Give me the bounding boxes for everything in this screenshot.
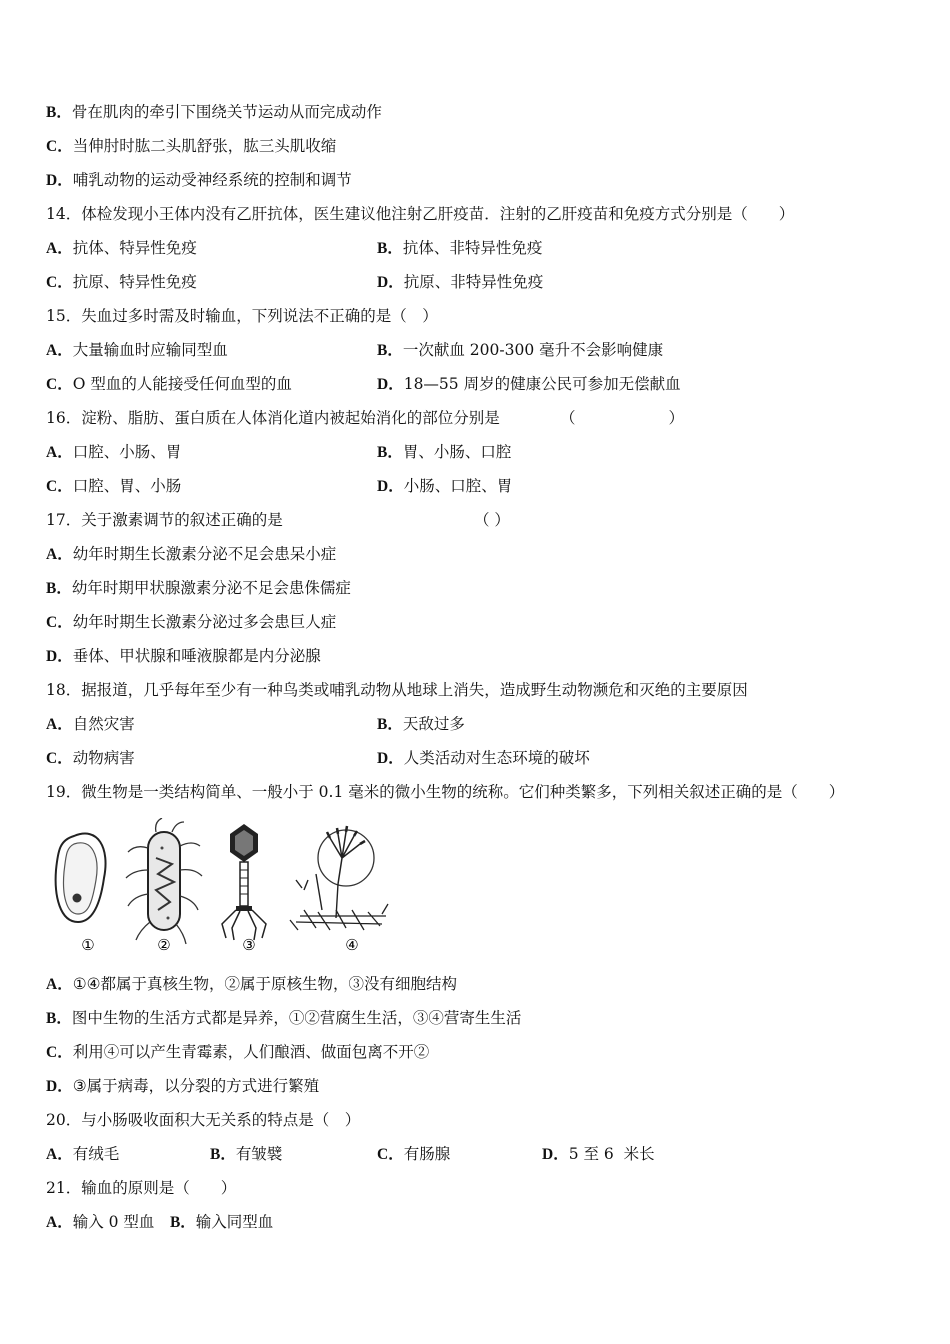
q16-option-d: D．小肠、口腔、胃 [377, 477, 513, 495]
q19-stem: 19．微生物是一类结构简单、一般小于 0.1 毫米的微小生物的统称。它们种类繁多，下列相关叙述正确的是（ ） [46, 783, 845, 801]
q17-answer-blank: （ ） [474, 511, 510, 529]
q16-option-c: C．口腔、胃、小肠 [46, 477, 182, 495]
q20-stem: 20．与小肠吸收面积大无关系的特点是（ ） [46, 1111, 361, 1129]
q21-stem: 21．输血的原则是（ ） [46, 1179, 237, 1197]
q17-option-b: B．幼年时期甲状腺激素分泌不足会患侏儒症 [46, 579, 351, 597]
q14-option-b: B．抗体、非特异性免疫 [377, 239, 543, 257]
virus-illustration [222, 824, 266, 940]
q14-option-c: C．抗原、特异性免疫 [46, 273, 197, 291]
q18-option-c: C．动物病害 [46, 749, 135, 767]
microorganism-figure [46, 818, 396, 958]
figure-label-2: ② [157, 936, 171, 954]
q17-option-d: D．垂体、甲状腺和唾液腺都是内分泌腺 [46, 647, 321, 665]
q18-option-d: D．人类活动对生态环境的破坏 [377, 749, 590, 767]
q20-option-c: C．有肠腺 [377, 1145, 451, 1163]
q19-option-b: B．图中生物的生活方式都是异养，①②营腐生生活，③④营寄生生活 [46, 1009, 522, 1027]
q17-option-c: C．幼年时期生长激素分泌过多会患巨人症 [46, 613, 337, 631]
q19-option-d: D．③属于病毒，以分裂的方式进行繁殖 [46, 1077, 320, 1095]
q16-option-b: B．胃、小肠、口腔 [377, 443, 512, 461]
q15-option-a: A．大量输血时应输同型血 [46, 341, 228, 359]
q13-option-b: B．骨在肌肉的牵引下围绕关节运动从而完成动作 [46, 103, 382, 121]
q19-option-a: A．①④都属于真核生物，②属于原核生物，③没有细胞结构 [46, 975, 457, 993]
bacterium-illustration [126, 818, 202, 944]
q15-option-b: B．一次献血 200-300 毫升不会影响健康 [377, 341, 664, 359]
q18-stem: 18．据报道，几乎每年至少有一种鸟类或哺乳动物从地球上消失，造成野生动物濒危和灭绝的主要原因 [46, 681, 748, 699]
q16-answer-blank: （ ） [560, 409, 685, 427]
q16-stem: 16．淀粉、脂肪、蛋白质在人体消化道内被起始消化的部位分别是 [46, 409, 500, 427]
q15-option-c: C．O 型血的人能接受任何血型的血 [46, 375, 292, 393]
figure-label-1: ① [81, 936, 95, 954]
q21-options: A．输入 0 型血 B．输入同型血 [46, 1213, 274, 1231]
q20-option-a: A．有绒毛 [46, 1145, 120, 1163]
q18-option-b: B．天敌过多 [377, 715, 465, 733]
q13-option-d: D．哺乳动物的运动受神经系统的控制和调节 [46, 171, 352, 189]
q15-stem: 15．失血过多时需及时输血，下列说法不正确的是（ ） [46, 307, 438, 325]
yeast-cell-illustration [56, 834, 106, 922]
figure-label-3: ③ [242, 936, 256, 954]
q15-option-d: D．18—55 周岁的健康公民可参加无偿献血 [377, 375, 681, 393]
penicillium-illustration [290, 826, 388, 930]
q19-option-c: C．利用④可以产生青霉素，人们酿酒、做面包离不开② [46, 1043, 430, 1061]
q17-stem: 17．关于激素调节的叙述正确的是 [46, 511, 283, 529]
q14-option-d: D．抗原、非特异性免疫 [377, 273, 544, 291]
figure-label-4: ④ [345, 936, 359, 954]
q20-option-d: D．5 至 6 米长 [542, 1145, 655, 1163]
q16-option-a: A．口腔、小肠、胃 [46, 443, 182, 461]
q13-option-c: C．当伸肘时肱二头肌舒张，肱三头肌收缩 [46, 137, 337, 155]
q20-option-b: B．有皱襞 [210, 1145, 283, 1163]
q18-option-a: A．自然灾害 [46, 715, 135, 733]
q14-option-a: A．抗体、特异性免疫 [46, 239, 197, 257]
q14-stem: 14．体检发现小王体内没有乙肝抗体，医生建议他注射乙肝疫苗．注射的乙肝疫苗和免疫方式分别是（ ） [46, 205, 795, 223]
q17-option-a: A．幼年时期生长激素分泌不足会患呆小症 [46, 545, 337, 563]
